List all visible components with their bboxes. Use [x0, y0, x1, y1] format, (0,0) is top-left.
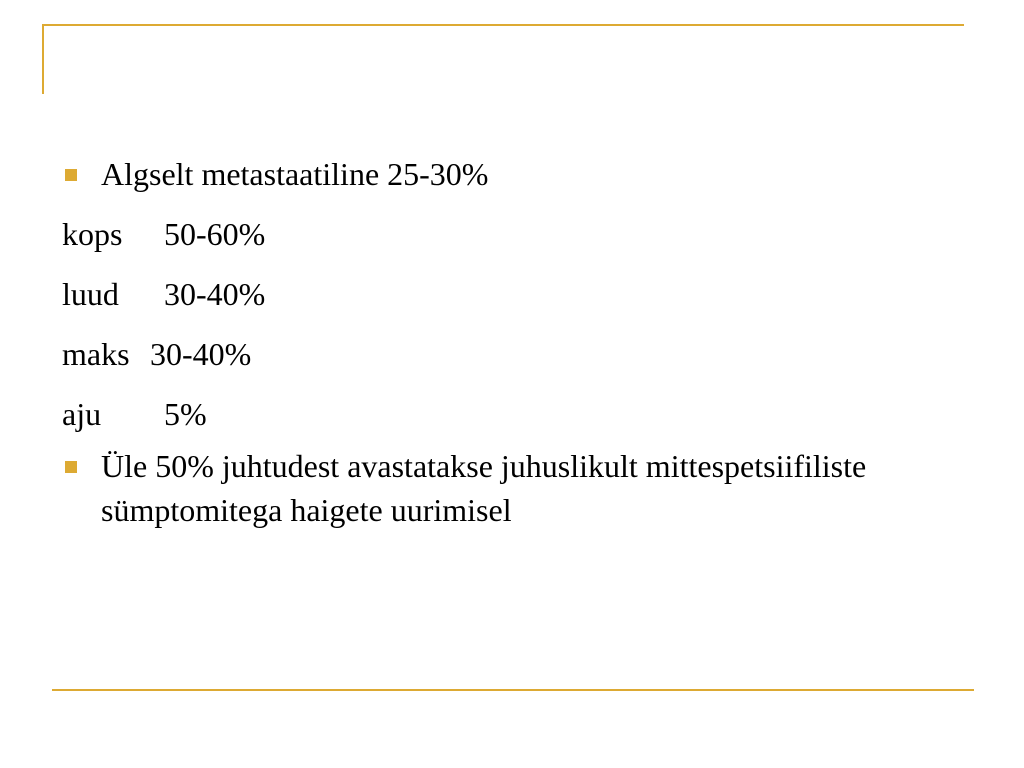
frame-bottom-line — [52, 689, 974, 691]
site-row — [62, 384, 1002, 444]
frame-left-line — [42, 24, 44, 94]
square-bullet-icon — [65, 169, 77, 181]
bullet-text: Üle 50% juhtudest avastatakse juhuslikult mittespetsiifiliste sümptomitega haigete uurimisel — [101, 448, 867, 528]
site-value: 50-60% — [164, 216, 266, 252]
bullet-text: Algselt metastaatiline 25-30% — [101, 156, 489, 192]
site-row — [62, 324, 1002, 384]
bullet-item — [62, 152, 1002, 204]
site-row — [62, 264, 1002, 324]
site-name: maks — [62, 336, 130, 372]
site-name: luud — [62, 276, 119, 312]
site-name: aju — [62, 396, 102, 432]
bullet-item — [62, 444, 1002, 532]
square-bullet-icon — [65, 461, 77, 473]
site-row — [62, 204, 1002, 264]
site-name: kops — [62, 216, 123, 252]
frame-top-line — [42, 24, 964, 26]
site-value: 30-40% — [150, 336, 252, 372]
slide-content — [62, 152, 1002, 532]
site-value: 30-40% — [164, 276, 266, 312]
site-value: 5% — [164, 396, 207, 432]
